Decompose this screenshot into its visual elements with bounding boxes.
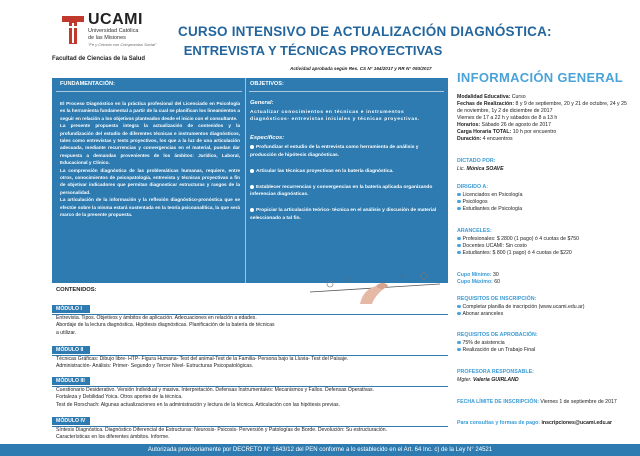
objetivos-column [250,100,442,231]
list-item: Psicólogos [457,199,633,206]
fechas-line: Fechas de Realización: 8 y 9 de septiembre, 20 y 21 de octubre, 24 y 25 de noviembre, 1y 2 de diciembre de 2017 [457,101,627,114]
inscripcion-heading: REQUISITOS DE INSCRIPCIÓN: [457,296,537,302]
module-line: Fortaleza y Debilidad Yoica. Otros aportes de la técnica. [56,394,183,401]
dictado-heading: DICTADO POR: [457,158,496,164]
objetivos-especificos-label: Específicos: [250,135,285,142]
module-line: Abordaje de la lectura diagnóstica. Hipótesis diagnósticas. Planificación de la batería de técnicas [56,322,275,329]
logo-name: UCAMI [88,11,143,28]
objetivos-heading: OBJETIVOS: [250,81,284,87]
fundamentacion-text [60,100,240,219]
bullet-icon [457,237,461,241]
bullet-icon [250,185,254,189]
bullet-icon [250,208,254,212]
course-title: CURSO INTENSIVO DE ACTUALIZACIÓN DIAGNÓSTICA: [178,24,552,39]
svg-text:?: ? [345,277,349,284]
objetivo-general-label: General: [250,100,274,106]
inscripcion-section [457,296,633,318]
module-line: Síntesis Diagnóstica. Diagnóstico Diferencial de Estructuras: Neurosis- Psicosis- Perversión y Patologías de Borde. Devolución: Su estructuración. [56,427,387,433]
ucami-logo-icon [60,14,86,46]
bullet-icon [250,169,254,173]
module-3 [52,369,448,409]
module-line: Características en los diferentes ámbitos. Informe. [56,434,170,441]
cupo-section [457,272,633,286]
bullet-icon [457,348,461,352]
general-info [457,94,633,143]
footer-decree: Autorizada provisoriamente por DECRETO N° 1643/12 del PEN conforme a lo establecido en el Art. 64 Inc. c) de la Ley N° 24521 [0,444,640,456]
approval-note: Actividad aprobada según Res. CS N° 164/2017 y RR N° 093/2017 [290,66,432,71]
objetivos-underline [249,91,444,92]
bullet-icon [457,341,461,345]
module-line: Administración- Análisis: Primer- Segundo y Tercer Nivel- Estructuras Psicopatológicas. [56,363,254,370]
responsable-heading: PROFESORA RESPONSABLE: [457,369,534,375]
module-line: Cuestionario Desiderativo. Versión Individual y masiva. Interpretación. Defensas Instrumentales: Mecanismos y Fallos. Defensas Operativas. [56,387,374,393]
list-item: Licenciados en Psicología [457,192,633,199]
list-item: Profesionales: $ 2800 (1 pago) ó 4 cuotas de $750 [457,236,633,243]
fundamentacion-p1: El Proceso Diagnóstico en la práctica profesional del Licenciado en Psicología es la herramienta fundamental a partir de la cual se planifican los lineamientos a seguir en relación a los objetivos planteados desde el inicio con el consultante. [60,101,240,121]
module-label: MÓDULO III [52,377,90,385]
aprobacion-heading: REQUISITOS DE APROBACIÓN: [457,332,538,338]
list-item: Completar planilla de inscripción (www.ucami.edu.ar) [457,304,633,311]
dirigido-heading: DIRIGIDO A: [457,184,488,190]
bullet-icon [457,193,461,197]
list-item: Estudiantes: $ 800 (1 pago) ó 4 cuotas de $220 [457,250,633,257]
carga-line: Carga Horaria TOTAL: 10 h por encuentro [457,129,557,135]
logo-text [88,12,168,48]
objetivo-item: Profundizar el estudio de la entrevista como herramienta de análisis y producción de hipótesis diagnósticas. [250,145,419,158]
dictado-name: Lic. Mónica SOAVE [457,166,504,172]
info-title: INFORMACIÓN GENERAL [457,70,624,85]
objetivo-item: Establecer recurrencias y convergencias en la batería aplicada organizando inferencias diagnósticas. [250,185,433,198]
svg-text:?: ? [400,274,404,281]
module-line: Entrevista. Tipos. Objetivos y ámbitos de aplicación. Adecuaciones en relación a edades. [56,315,257,321]
list-item: Docentes UCAMI: Sin costo [457,243,633,250]
course-subtitle: ENTREVISTA Y TÉCNICAS PROYECTIVAS [183,43,443,58]
fundamentacion-p3: La comprensión diagnóstica de las problemáticas humanas, requiere, entre otros, conocimientos de psicopatología, entrevista y técnicas proyectivas a fin de objetivar indicadores que permitan diagnosticar estructuras y rasgos de la personalidad. [60,167,240,195]
list-item: Abonar aranceles [457,311,633,318]
bullet-icon [457,312,461,316]
fundamentacion-p2: La presente propuesta integra la actualización de contenidos y la profundización del estudio de diferentes técnicas e instrumentos diagnósticos, tales como entrevistas y tests proyectivos, los que a la luz de una articulación adecuada, mediante recurrencias y convergencias en el material, puedan dar respuesta a demandas provenientes de los ámbitos: Jurídico, Laboral, Educacional y Clínico. [60,123,240,166]
logo-sub-1: Universidad Católica [88,28,139,34]
logo-tagline: "Fe y Ciencia con Compromiso Social" [88,42,157,47]
horarios-line: Horarios: Sábado 26 de agosto de 2017 [457,122,552,128]
dirigido-section [457,184,633,213]
objetivo-item: Articular las técnicas proyectivas en la batería diagnóstica. [250,168,442,175]
aprobacion-section [457,332,633,354]
bullet-icon [457,305,461,309]
panel-divider [245,78,246,283]
module-2 [52,338,448,371]
objetivo-general-text: Actualizar conocimientos en técnicas e instrumentos diagnósticos- entrevistas iniciales y técnicas proyectivas. [250,110,420,123]
faculty-name: Facultad de Ciencias de la Salud [52,56,146,62]
consultas-line: Para consultas y formas de pago: inscripciones@ucami.edu.ar [457,420,612,426]
module-label: MÓDULO II [52,346,90,354]
fundamentacion-heading: FUNDAMENTACIÓN: [60,81,115,87]
list-item: Estudiantes de Psicología [457,206,633,213]
responsable-section [457,369,633,384]
bullet-icon [457,207,461,211]
cupo-max-line: Cupo Máximo: 60 [457,279,500,285]
fundamentacion-underline [56,91,242,92]
bullet-icon [457,244,461,248]
bullet-icon [457,251,461,255]
cupo-min-line: Cupo Mínimo: 30 [457,272,499,278]
fundamentacion-p4: La articulación de la información y la reflexión diagnóstico-pronóstica que se efectúe sobre la misma estará sustentada en la teoría psicoanalítica, la que será marco de la presente propuesta. [60,197,240,218]
horario-line: Viernes de 17 a 22 h y sábados de 8 a 13 h [457,115,558,121]
info-header [457,70,633,85]
module-label: MÓDULO IV [52,417,90,425]
module-line: Técnicas Gráficas: Dibujo libre- HTP- Figura Humana- Test del animal-Test de la Familia- Persona bajo la Lluvia- Test del Paisaje. [56,356,349,362]
aranceles-heading: ARANCELES: [457,228,492,234]
modalidad-line: Modalidad Educativa: Curso [457,94,526,100]
dictado-section [457,158,633,173]
module-label: MÓDULO I [52,305,90,313]
list-item: Realización de un Trabajo Final [457,347,633,354]
objetivo-item: Propiciar la articulación teórico- técnica en el análisis y discusión de material seleccionado a tal fin. [250,208,437,221]
bullet-icon [250,145,254,149]
aranceles-section [457,228,633,257]
contenidos-heading: CONTENIDOS: [56,287,97,293]
responsable-name: Mgter. Valeria GUIRLAND [457,377,519,383]
module-1 [52,297,448,337]
module-line: Test de Rorschach: Algunas actualizaciones en la administración y lectura de la técnica. Articulación con las hipótesis previas. [56,401,340,408]
module-line: a utilizar. [56,329,77,336]
module-4 [52,409,448,442]
list-item: 75% de asistencia [457,340,633,347]
logo-sub-2: de las Misiones [88,35,126,41]
duracion-line: Duración: 4 encuentros [457,136,513,142]
bullet-icon [457,200,461,204]
fecha-limite-line: FECHA LÍMITE DE INSCRIPCIÓN: Viernes 1 de septiembre de 2017 [457,399,617,405]
